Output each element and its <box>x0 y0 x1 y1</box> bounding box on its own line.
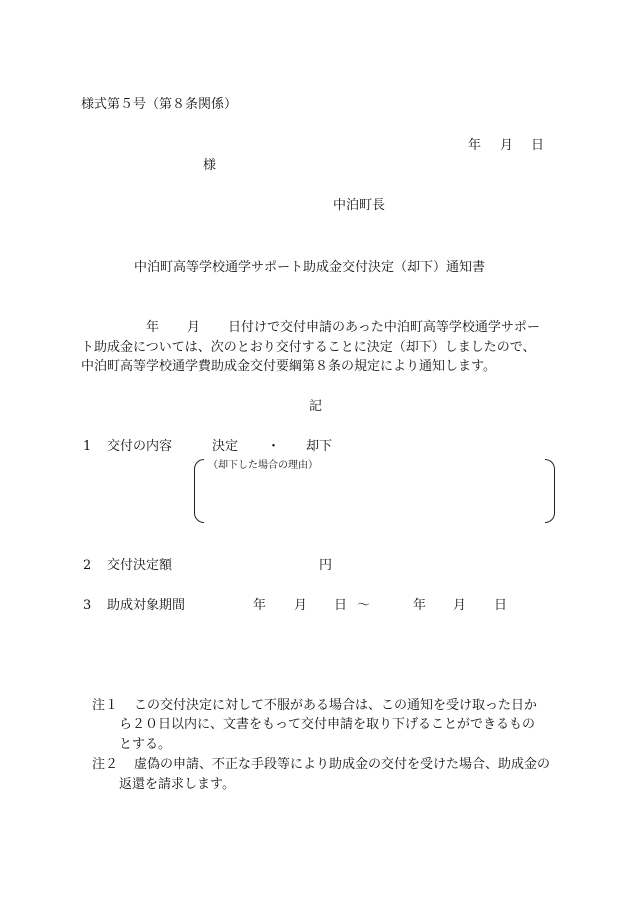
date-year: 年 <box>468 138 482 153</box>
note2-line-2: 返還を請求します。 <box>119 777 235 792</box>
addressee-suffix: 様 <box>203 158 217 173</box>
date-month: 月 <box>500 138 514 153</box>
item2-number: 2 <box>83 558 92 573</box>
issuer: 中泊町長 <box>333 198 386 213</box>
note1-label: 注１ <box>92 698 119 713</box>
item1-separator: ・ <box>267 439 281 454</box>
period-start-month: 月 <box>294 598 308 613</box>
item1-number: 1 <box>83 439 92 454</box>
date-day: 日 <box>531 138 545 153</box>
body-year: 年 <box>146 320 160 335</box>
note2-line-1: 虚偽の申請、不正な手段等により助成金の交付を受けた場合、助成金の <box>134 757 551 772</box>
item3-label: 助成対象期間 <box>107 598 186 613</box>
period-start-year: 年 <box>253 598 267 613</box>
period-end-year: 年 <box>413 598 427 613</box>
item2-label: 交付決定額 <box>107 558 173 573</box>
rejection-reason-label: （却下した場合の理由） <box>208 460 318 471</box>
note1-line-1: この交付決定に対して不服がある場合は、この通知を受け取った日か <box>134 698 538 713</box>
period-end-day: 日 <box>494 598 508 613</box>
note2-label: 注２ <box>92 757 119 772</box>
item3-number: 3 <box>83 598 92 613</box>
period-end-month: 月 <box>453 598 467 613</box>
body-line-1: 日付けで交付申請のあった中泊町高等学校通学サポー <box>228 320 540 335</box>
reason-bracket-right <box>545 459 555 523</box>
period-start-day: 日 <box>334 598 348 613</box>
item1-option-rejection: 却下 <box>306 439 333 454</box>
body-month: 月 <box>187 320 201 335</box>
reason-bracket-left <box>194 459 204 523</box>
form-number: 様式第５号（第８条関係） <box>81 97 238 112</box>
ki-heading: 記 <box>309 399 323 414</box>
item1-label: 交付の内容 <box>107 439 173 454</box>
item1-option-decision: 決定 <box>212 439 239 454</box>
item2-unit: 円 <box>319 558 333 573</box>
note1-line-2: ら２０日以内に、文書をもって交付申請を取り下げることができるもの <box>119 717 536 732</box>
period-tilde: ～ <box>357 598 371 613</box>
body-line-3: 中泊町高等学校通学費助成金交付要綱第８条の規定により通知します。 <box>81 359 496 374</box>
note1-line-3: とする。 <box>119 737 172 752</box>
document-title: 中泊町高等学校通学サポート助成金交付決定（却下）通知書 <box>134 260 486 275</box>
body-line-2: ト助成金については、次のとおり交付することに決定（却下）しましたので、 <box>81 340 536 355</box>
